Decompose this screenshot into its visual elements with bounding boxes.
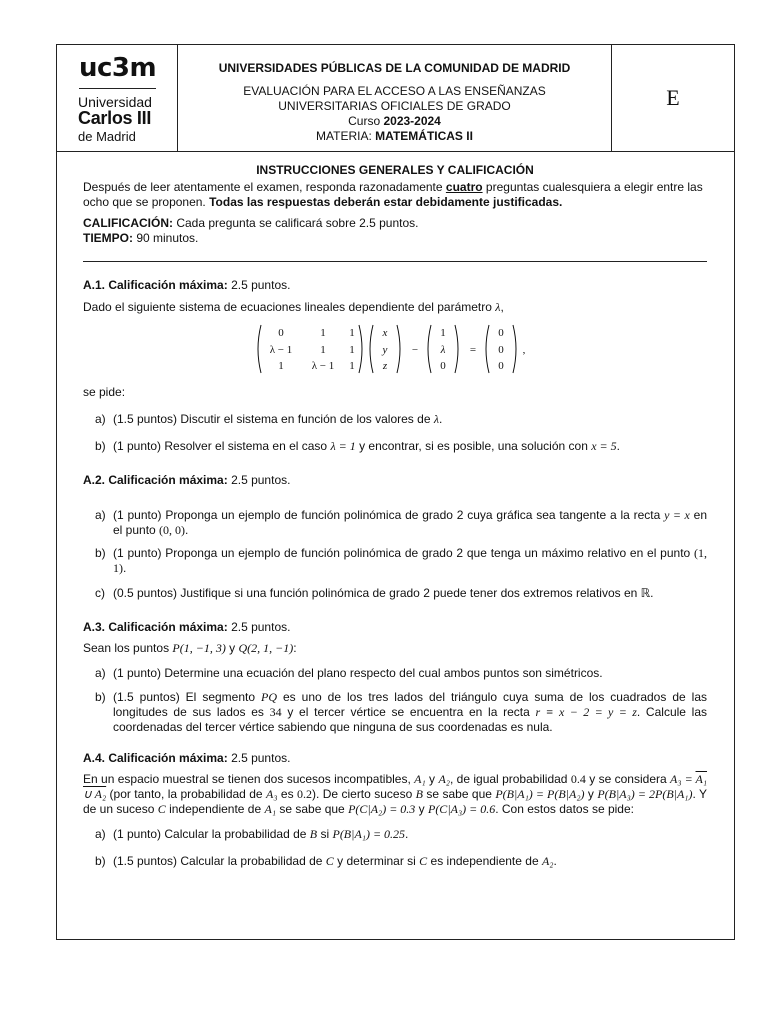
- grading-line: [83, 216, 707, 231]
- instr-justify-note: Todas las respuestas deberán estar debidamente justificadas.: [209, 195, 563, 209]
- a2-item-a-end: .: [185, 523, 189, 537]
- a4-item-a-si: si: [317, 827, 333, 841]
- a4-text-5: es: [277, 787, 297, 801]
- a4-item-b-event-a2: A₂: [541, 854, 554, 868]
- vector-x-right-paren: [397, 325, 400, 373]
- a1-matrix-equation: [83, 323, 707, 375]
- a4-prob-04: 0.4: [570, 772, 586, 786]
- a3-title-label: A.3. Calificación máxima:: [83, 620, 228, 634]
- a1-item-b-end: .: [616, 439, 620, 453]
- a4-item-a-event: B: [309, 827, 318, 841]
- a3-item-b-text-1: (1.5 puntos) El segmento: [113, 690, 262, 704]
- a1-se-pide: se pide:: [83, 385, 126, 399]
- exam-content: [83, 163, 707, 869]
- a4-item-b-text: (1.5 puntos) Calcular la probabilidad de: [113, 854, 326, 868]
- a4-eq-1: P(B|A₁) = P(B|A₂): [495, 787, 585, 801]
- exam-sheet: [56, 44, 735, 940]
- subject-value: MATEMÁTICAS II: [375, 129, 473, 143]
- a2-item-a-text-2: en el punto: [113, 508, 708, 537]
- time-label: TIEMPO:: [83, 231, 133, 245]
- a3-item-b-label: b): [95, 690, 106, 704]
- a4-item-b-event-c: C: [325, 854, 334, 868]
- a2-item-b-label: b): [95, 546, 106, 560]
- logo-mark: uc3m: [79, 53, 157, 83]
- question-a3-title: [83, 620, 707, 635]
- grading-label: CALIFICACIÓN:: [83, 216, 173, 230]
- a3-item-b-text-3: y el tercer vértice se encuentra en la recta: [281, 705, 536, 719]
- a4-event-a2: A₂: [438, 772, 450, 786]
- instr-text-2: preguntas cualesquiera a elegir entre las ocho que se proponen.: [83, 180, 703, 209]
- a2-item-c-end: .: [650, 586, 654, 600]
- question-a2-title: [83, 473, 707, 488]
- a3-item-b-line-eq: r ≡ x − 2 = y = z: [535, 705, 637, 719]
- subject-line: [178, 129, 611, 144]
- a2-item-b-text: (1 punto) Proponga un ejemplo de función polinómica de grado 2 que tenga un máximo relativo en el punto: [113, 546, 694, 560]
- a2-item-a: [83, 508, 707, 538]
- a3-intro-and: y: [225, 641, 239, 655]
- course-line: [178, 114, 611, 129]
- a4-text-12: . Con estos datos se pide:: [495, 802, 634, 816]
- course-label: Curso: [348, 114, 384, 128]
- a4-and-2: y: [415, 802, 428, 816]
- exam-code: E: [666, 85, 680, 110]
- a4-eq-4: P(C|A₃) = 0.6: [427, 802, 496, 816]
- a4-item-a-label: a): [95, 827, 106, 841]
- a1-item-b-label: b): [95, 439, 106, 453]
- question-a1-title: [83, 278, 707, 293]
- a3-item-a-text: (1 punto) Determine una ecuación del plano respecto del cual ambos puntos son simétricos.: [113, 666, 603, 680]
- subject-label: MATERIA:: [316, 129, 376, 143]
- matrix-a-cell: 1: [349, 344, 355, 356]
- a3-point-q: Q(2, 1, −1): [238, 641, 294, 655]
- matrix-a-cell: 1: [349, 327, 355, 339]
- a3-items: [83, 666, 707, 735]
- title-universities: UNIVERSIDADES PÚBLICAS DE LA COMUNIDAD DE MADRID: [218, 61, 571, 75]
- a3-item-a-label: a): [95, 666, 106, 680]
- a3-intro-text: Sean los puntos: [83, 641, 173, 655]
- instructions-paragraph: [83, 180, 707, 210]
- a3-intro: [83, 641, 707, 656]
- vector-x-cell: y: [382, 344, 388, 356]
- vector-x-left-paren: [370, 325, 373, 373]
- a1-item-b: [83, 439, 707, 454]
- a3-item-a: [83, 666, 707, 681]
- instr-text-1: Después de leer atentamente el examen, responda razonadamente: [83, 180, 446, 194]
- a4-text-2: , de igual probabilidad: [449, 772, 571, 786]
- matrix-a-cell: 1: [320, 344, 326, 356]
- a1-intro-comma: ,: [500, 300, 504, 314]
- matrix-trailing-comma: ,: [522, 344, 526, 356]
- a2-item-c-label: c): [95, 586, 105, 600]
- matrix-a-cell: 1: [320, 327, 326, 339]
- a4-item-b-text-2: y determinar si: [333, 854, 420, 868]
- title-degree: UNIVERSITARIAS OFICIALES DE GRADO: [278, 99, 511, 113]
- a1-items: [83, 412, 707, 454]
- a4-event-a1: A₁: [414, 772, 426, 786]
- a4-item-b-text-3: es independiente de: [427, 854, 542, 868]
- a4-text-7: se sabe que: [423, 787, 496, 801]
- a4-text-11: se sabe que: [276, 802, 349, 816]
- matrix-a-right-paren: [359, 325, 362, 373]
- a4-text-3: y se considera: [585, 772, 671, 786]
- logo-divider: [79, 88, 156, 89]
- instructions-heading: INSTRUCCIONES GENERALES Y CALIFICACIÓN: [256, 163, 534, 177]
- a4-title-points: 2.5 puntos.: [227, 751, 291, 765]
- time-text: 90 minutos.: [133, 231, 199, 245]
- time-line: [83, 231, 707, 246]
- a1-title-points: 2.5 puntos.: [227, 278, 291, 292]
- a2-item-c-math: ℝ: [640, 586, 651, 600]
- question-a4-title: [83, 751, 707, 766]
- vector-zero-cell: 0: [498, 344, 504, 356]
- a4-item-b-event-c-2: C: [419, 854, 428, 868]
- matrix-a-cell: 0: [278, 327, 284, 339]
- a4-item-b-end: .: [553, 854, 557, 868]
- a3-intro-colon: :: [293, 641, 297, 655]
- a2-item-b-math: (1, 1): [113, 546, 707, 575]
- logo-line-2: Carlos III: [78, 108, 152, 128]
- a4-text-9: . Y de un suceso: [83, 787, 707, 816]
- vector-b-left-paren: [428, 325, 431, 373]
- a4-title-label: A.4. Calificación máxima:: [83, 751, 228, 765]
- exam-title-block: [178, 45, 612, 151]
- a1-item-b-math-1: λ = 1: [330, 439, 356, 453]
- instr-cuatro: cuatro: [445, 180, 483, 194]
- a4-eq-2: P(B|A₃) = 2P(B|A₁): [597, 787, 693, 801]
- a2-items: [83, 508, 707, 601]
- a1-intro-text: Dado el siguiente sistema de ecuaciones lineales dependiente del parámetro: [83, 300, 496, 314]
- a3-item-b-text-4: . Calcule las coordenadas del tercer vértice sabiendo que ninguna de sus coordenadas es nula.: [113, 705, 708, 734]
- a4-item-a-eq: P(B|A₁) = 0.25: [332, 827, 406, 841]
- vector-b-right-paren: [455, 325, 458, 373]
- a3-item-b-text-2: es uno de los tres lados del triángulo cuya suma de los cuadrados de las longitudes de sus lados es: [113, 690, 707, 719]
- a3-title-points: 2.5 puntos.: [227, 620, 291, 634]
- a4-eq-3: P(C|A₂) = 0.3: [348, 802, 416, 816]
- a1-item-a-label: a): [95, 412, 106, 426]
- a4-event-a1-ref: A₁: [264, 802, 277, 816]
- a3-item-b-sum: 34: [269, 705, 282, 719]
- a3-item-b: [83, 690, 707, 735]
- a4-text-6: ). De cierto suceso: [312, 787, 416, 801]
- vector-zero-cell: 0: [498, 327, 504, 339]
- a4-event-b: B: [415, 787, 423, 801]
- vector-zero-cell: 0: [498, 360, 504, 372]
- grading-text: Cada pregunta se calificará sobre 2.5 puntos.: [173, 216, 419, 230]
- a4-a3-def: A₃ =: [670, 772, 696, 786]
- a4-text-10: independiente de: [165, 802, 265, 816]
- matrix-a-left-paren: [258, 325, 261, 373]
- title-evaluation: EVALUACIÓN PARA EL ACCESO A LAS ENSEÑANZAS: [243, 84, 546, 98]
- a4-item-a: [83, 827, 707, 842]
- university-logo: [57, 45, 178, 151]
- a1-item-a-math: λ: [433, 412, 440, 426]
- a2-item-b: [83, 546, 707, 576]
- matrix-equation-svg: [253, 323, 553, 375]
- a4-event-c: C: [157, 802, 166, 816]
- a4-items: [83, 827, 707, 869]
- vector-zero-right-paren: [513, 325, 516, 373]
- a2-title-points: 2.5 puntos.: [227, 473, 291, 487]
- a1-item-b-text-2: y encontrar, si es posible, una solución con: [355, 439, 592, 453]
- a4-item-a-end: .: [405, 827, 409, 841]
- a2-item-a-label: a): [95, 508, 106, 522]
- a4-item-b: [83, 854, 707, 869]
- a1-item-b-text: (1 punto) Resolver el sistema en el caso: [113, 439, 331, 453]
- logo-line-3: de Madrid: [78, 129, 136, 144]
- matrix-a-cell: λ − 1: [311, 360, 335, 372]
- a1-item-a-text: (1.5 puntos) Discutir el sistema en función de los valores de: [113, 412, 434, 426]
- vector-x-cell: x: [382, 327, 388, 339]
- a4-statement: [83, 772, 707, 817]
- matrix-a-cell: 1: [349, 360, 355, 372]
- logo-line-1: Universidad: [78, 94, 152, 110]
- a2-item-a-math-2: (0, 0): [159, 523, 186, 537]
- vector-b-cell: λ: [440, 344, 446, 356]
- a4-prob-02: 0.2: [297, 787, 312, 801]
- a2-item-b-end: .: [123, 561, 127, 575]
- vector-b-cell: 0: [440, 360, 446, 372]
- a1-title-label: A.1. Calificación máxima:: [83, 278, 228, 292]
- a4-text-8: y: [584, 787, 598, 801]
- exam-header: [57, 45, 734, 152]
- a4-item-a-text: (1 punto) Calcular la probabilidad de: [113, 827, 310, 841]
- a4-text-4: (por tanto, la probabilidad de: [106, 787, 266, 801]
- a2-item-a-math-1: y = x: [664, 508, 690, 522]
- vector-zero-left-paren: [486, 325, 489, 373]
- a4-and-1: y: [425, 772, 439, 786]
- a2-title-label: A.2. Calificación máxima:: [83, 473, 228, 487]
- a4-a3-complement: A₁ ∪ A₂: [83, 772, 708, 801]
- a1-item-a: [83, 412, 707, 427]
- a4-event-a3: A₃: [266, 787, 278, 801]
- course-value: 2023-2024: [383, 114, 441, 128]
- a2-item-c: [83, 586, 707, 601]
- vector-b-cell: 1: [440, 327, 446, 339]
- a3-point-p: P(1, −1, 3): [172, 641, 226, 655]
- a2-item-c-text: (0.5 puntos) Justifique si una función polinómica de grado 2 puede tener dos extremos relativos en: [113, 586, 641, 600]
- a2-item-a-text: (1 punto) Proponga un ejemplo de función polinómica de grado 2 cuya gráfica sea tangente a la recta: [113, 508, 665, 522]
- a1-lambda: λ: [495, 300, 501, 314]
- matrix-a-cell: λ − 1: [269, 344, 293, 356]
- equals-sign: =: [469, 344, 477, 356]
- matrix-a-cell: 1: [278, 360, 284, 372]
- a4-item-b-label: b): [95, 854, 106, 868]
- section-divider: [83, 261, 707, 262]
- vector-x-cell: z: [382, 360, 388, 372]
- a3-item-b-segment: PQ: [261, 690, 278, 704]
- a1-intro: [83, 300, 707, 315]
- a4-text-1: En un espacio muestral se tienen dos sucesos incompatibles,: [83, 772, 415, 786]
- minus-sign: −: [411, 344, 419, 356]
- a1-item-b-math-2: x = 5: [591, 439, 617, 453]
- a1-item-a-end: .: [439, 412, 443, 426]
